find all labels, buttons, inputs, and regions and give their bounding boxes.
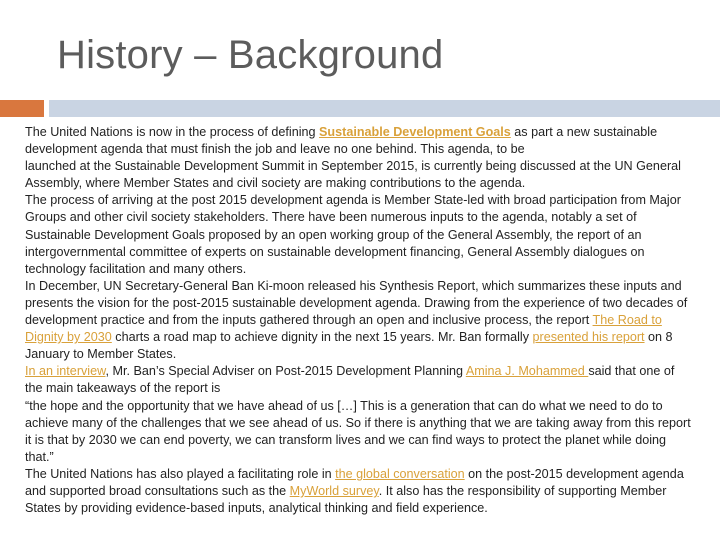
- p3-text-post: said that one of the main takeaways of the report is “the hope and the opportunity that we have ahead of us […] This is a generation that can do what we need to do to achieve many of the challenges that we see ahead of us. So if there is anything that we are taking away from this report it is that by 2030 we can end poverty, we can transform lives and we can find ways to protect the planet while doing that.” The United Nations has also played a facilitating role in: [25, 364, 691, 481]
- p4-text-post: . It also has the responsibility of supporting Member States by providing evidence-based inputs, analytical thinking and field experience.: [25, 483, 667, 516]
- p4-text-mid: on the post-2015 development agenda and supported broad consultations such as the: [25, 466, 684, 498]
- link-presented-report[interactable]: presented his report: [532, 330, 645, 345]
- link-amina-mohammed[interactable]: Amina J. Mohammed: [465, 364, 589, 379]
- body-text: [25, 124, 691, 517]
- link-sustainable-development-goals[interactable]: Sustainable Development Goals: [319, 125, 511, 139]
- slide-title: History – Background: [57, 33, 444, 77]
- p1-text: The United Nations is now in the process of defining: [25, 125, 320, 139]
- link-interview[interactable]: In an interview: [25, 364, 106, 379]
- p2-text-post: on 8 January to Member States.: [25, 330, 673, 362]
- p3-text-mid: , Mr. Ban’s Special Adviser on Post-2015 Development Planning: [105, 364, 466, 379]
- accent-square: [0, 100, 44, 117]
- p2-text-mid: charts a road map to achieve dignity in the next 15 years. Mr. Ban formally: [111, 330, 533, 345]
- link-myworld-survey[interactable]: MyWorld survey: [289, 483, 379, 498]
- accent-bar: [49, 100, 720, 117]
- link-global-conversation[interactable]: the global conversation: [335, 466, 465, 481]
- p1-text-cont: as part a new sustainable development agenda that must finish the job and leave no one behind. This agenda, to be launched at the Sustainable Development Summit in September 2015, is currently being discussed at the UN General Assembly, where Member States and civil society are making contributions to the agenda. The process of arriving at the post 2015 development agenda is Member State-led with broad participation from Major Groups and other civil society stakeholders. There have been numerous inputs to the agenda, notably a set of Sustainable Development Goals proposed by an open working group of the General Assembly, the report of an intergovernmental committee of experts on sustainable development financing, General Assembly dialogues on technology facilitation and many others. In December, UN Secretary-General Ban Ki-moon released his Synthesis Report, which summarizes these inputs and presents the vision for the post-2015 sustainable development agenda. Drawing from the experience of two decades of development practice and from the inputs gathered through an open and inclusive process, the report: [25, 125, 688, 328]
- link-road-to-dignity[interactable]: The Road to Dignity by 2030: [25, 313, 662, 345]
